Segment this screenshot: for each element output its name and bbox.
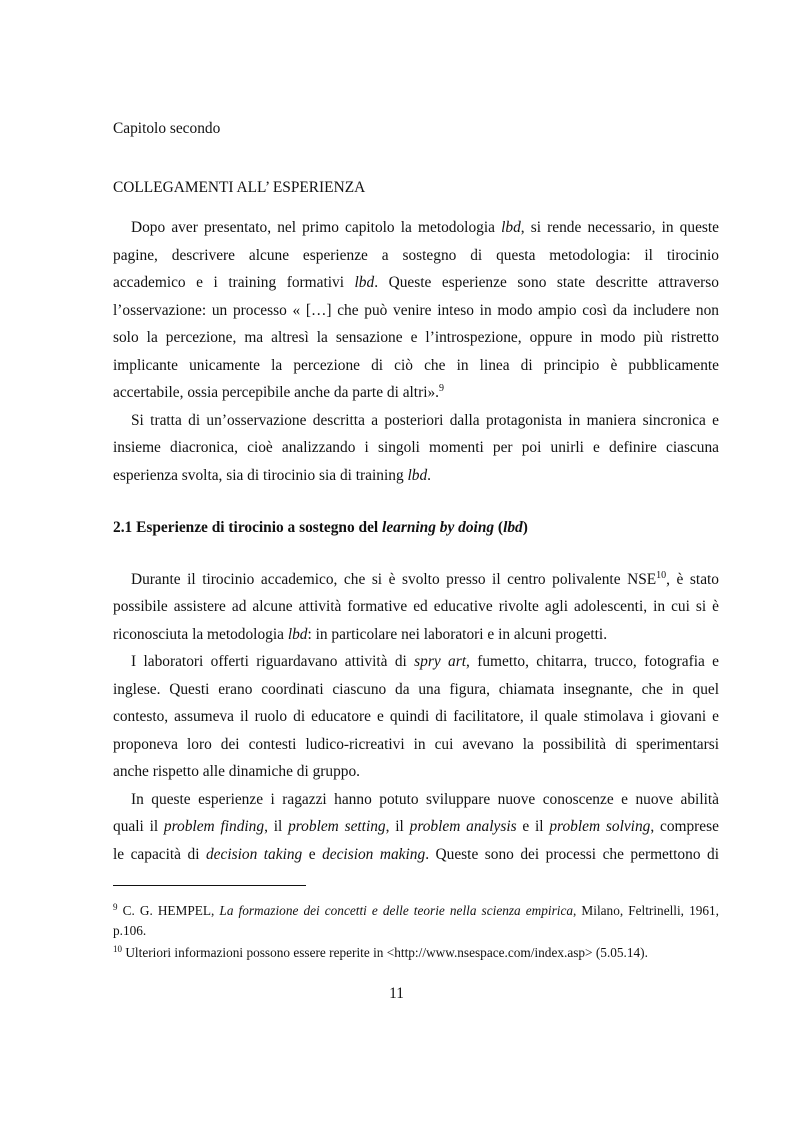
paragraph-4-line-5: anche rispetto alle dinamiche di gruppo.: [113, 763, 361, 780]
paragraph-3-line-1: Durante il tirocinio accademico, che si è svolto presso il centro polivalente NSE$^{10}$, è stato: [131, 570, 719, 588]
paragraph-5-line-2: quali il problem finding, il problem setting, il problem analysis e il problem solving, comprese: [113, 818, 719, 835]
paragraph-2-line-1: Si tratta di un’osservazione descritta a posteriori dalla protagonista in maniera sincronica e: [131, 412, 719, 429]
footnote-10: $^{10}$ Ulteriori informazioni possono essere reperite in <http://www.nsespace.com/index.asp> (5.05.14).: [113, 944, 648, 960]
footnote-9-line-2: p.106.: [113, 923, 147, 938]
paragraph-1-line-4: l’osservazione: un processo « […] che può venire inteso in modo ampio così da includere non: [113, 302, 719, 319]
footnote-separator: [113, 885, 306, 886]
footnote-ref-9: 9: [439, 383, 445, 394]
paragraph-4-line-1: I laboratori offerti riguardavano attività di spry art, fumetto, chitarra, trucco, fotografia e: [131, 653, 719, 670]
paragraph-5-line-1: In queste esperienze i ragazzi hanno potuto sviluppare nuove conoscenze e nuove abilità: [131, 791, 719, 808]
paragraph-4-line-3: contesto, assumeva il ruolo di educatore e quindi di facilitatore, il quale stimolava i giovani e: [113, 708, 719, 725]
paragraph-4-line-2: inglese. Questi erano coordinati ciascuno da una figura, chiamata insegnante, che in quel: [113, 681, 719, 698]
paragraph-1-line-5: solo la percezione, ma altresì la sensazione e l’introspezione, oppure in modo più ristretto: [113, 329, 719, 346]
chapter-label: Capitolo secondo: [113, 120, 221, 137]
section-heading: 2.1 Esperienze di tirocinio a sostegno del learning by doing (lbd): [113, 519, 528, 536]
footnote-9-line-1: $^9$ C. G. HEMPEL, La formazione dei concetti e delle teorie nella scienza empirica, Milano, Feltrinelli, 1961,: [113, 902, 719, 918]
paragraph-4-line-4: proponeva loro dei contesti ludico-ricreativi in cui avevano la possibilità di sperimentarsi: [113, 736, 719, 753]
paragraph-1-line-6: implicante unicamente la percezione di ciò che in linea di principio è pubblicamente: [113, 357, 719, 374]
paragraph-3-line-2: possibile assistere ad alcune attività formative ed educative rivolte agli adolescenti, in cui si è: [113, 598, 719, 615]
page-number: 11: [389, 985, 404, 1002]
paragraph-5-line-3: le capacità di decision taking e decision making. Queste sono dei processi che permettono di: [113, 846, 719, 863]
paragraph-1-line-2: pagine, descrivere alcune esperienze a sostegno di questa metodologia: il tirocinio: [113, 247, 719, 264]
paragraph-1-line-3: accademico e i training formativi lbd. Queste esperienze sono state descritte attraverso: [113, 274, 719, 291]
paragraph-2-line-3: esperienza svolta, sia di tirocinio sia di training lbd.: [113, 467, 432, 484]
paragraph-1-line-1: Dopo aver presentato, nel primo capitolo la metodologia lbd, si rende necessario, in queste: [131, 219, 719, 236]
footnote-ref-10: 10: [656, 570, 667, 581]
chapter-title: COLLEGAMENTI ALL’ ESPERIENZA: [113, 179, 366, 196]
paragraph-3-line-3: riconosciuta la metodologia lbd: in particolare nei laboratori e in alcuni progetti.: [113, 626, 608, 643]
paragraph-2-line-2: insieme diacronica, cioè analizzando i singoli momenti per poi unirli e definire ciascuna: [113, 439, 719, 456]
paragraph-1-line-7: accertabile, ossia percepibile anche da parte di altri».$^9$: [113, 383, 445, 401]
